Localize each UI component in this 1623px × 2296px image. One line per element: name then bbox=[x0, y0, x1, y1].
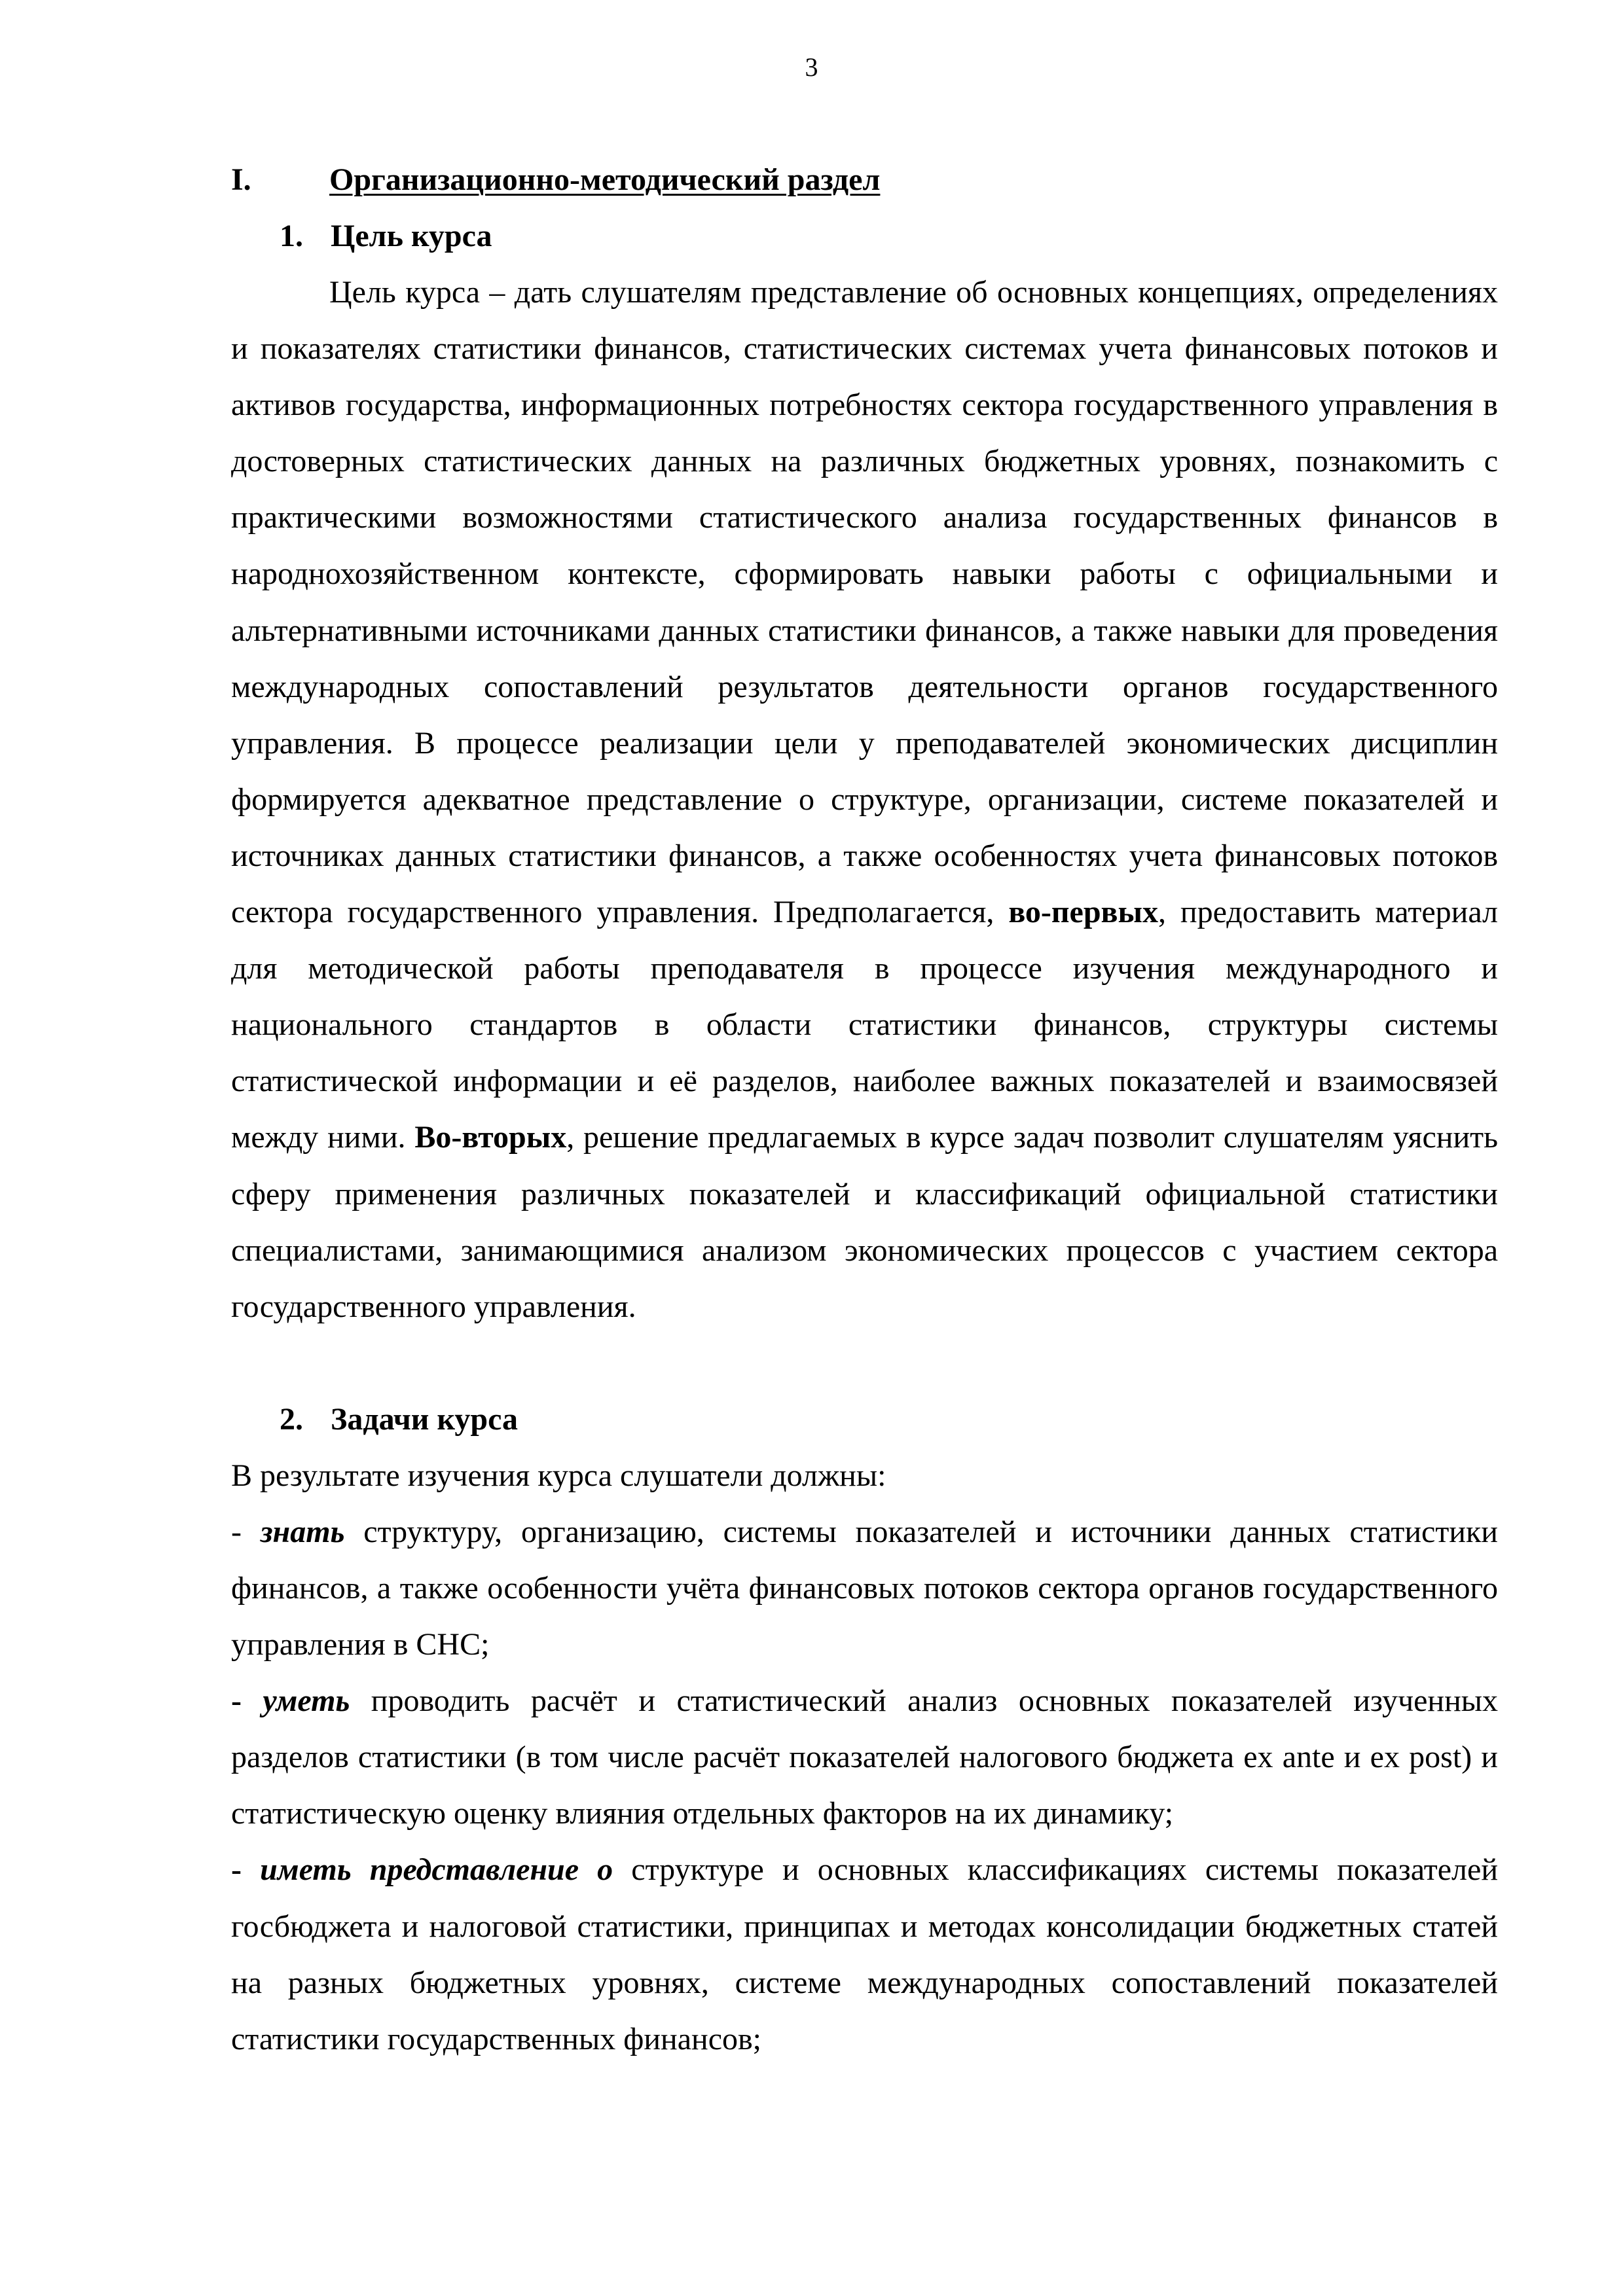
section-title: Организационно-методический раздел bbox=[329, 162, 881, 197]
document-body bbox=[231, 152, 1498, 2068]
goal-text-part3: , решение предлагаемых в курсе задач позволит слушателям уяснить сферу применения различных показателей и классификаций официальной статистики специалистами, занимающимися анализом экономических процессов с участием сектора государственного управления. bbox=[231, 1120, 1499, 1324]
task-item-can bbox=[231, 1673, 1498, 1842]
task-prefix: - bbox=[231, 1852, 261, 1888]
section-heading bbox=[231, 152, 1498, 208]
subsection-title: Цель курса bbox=[331, 219, 492, 253]
goal-text-part2: , предоставить материал для методической работы преподавателя в процессе изучения международного и национального стандартов в области статистики финансов, структуры системы статистической информации и её разделов, наиболее важных показателей и взаимосвязей между ними. bbox=[231, 895, 1498, 1155]
subsection-number: 1. bbox=[280, 219, 303, 253]
task-item-know bbox=[231, 1504, 1498, 1673]
task-text: структуру, организацию, системы показателей и источники данных статистики финансов, а также особенности учёта финансовых потоков сектора органов государственного управления в СНС; bbox=[231, 1514, 1498, 1662]
task-text: структуре и основных классификациях системы показателей госбюджета и налоговой статистики, принципах и методах консолидации бюджетных статей на разных бюджетных уровнях, системе международных сопоставлений показателей статистики государственных финансов; bbox=[231, 1852, 1499, 2056]
spacer bbox=[231, 1335, 1498, 1391]
subsection-number: 2. bbox=[280, 1401, 303, 1437]
tasks-intro: В результате изучения курса слушатели должны: bbox=[231, 1458, 886, 1493]
task-keyword: знать bbox=[260, 1514, 345, 1549]
subsection-title: Задачи курса bbox=[331, 1401, 518, 1437]
goal-text-part1: Цель курса – дать слушателям представление об основных концепциях, определениях и показателях статистики финансов, статистических системах учета финансовых потоков и активов государства, информационных потребностях сектора государственного управления в достоверных статистических данных на различных бюджетных уровнях, познакомить с практическими возможностями статистического анализа государственных финансов в народнохозяйственном контексте, сформировать навыки работы с официальными и альтернативными источниками данных статистики финансов, а также навыки для проведения международных сопоставлений результатов деятельности органов государственного управления. В процессе реализации цели у преподавателей экономических дисциплин формируется адекватное представление о структуре, организации, системе показателей и источниках данных статистики финансов, а также особенностях учета финансовых потоков сектора государственного управления. Предполагается, bbox=[231, 275, 1498, 930]
task-keyword: иметь представление о bbox=[260, 1852, 613, 1888]
task-item-understand bbox=[231, 1842, 1498, 2067]
page-number: 3 bbox=[805, 52, 818, 82]
goal-bold-firstly: во-первых bbox=[1008, 895, 1158, 930]
task-keyword: уметь bbox=[263, 1683, 350, 1719]
goal-paragraph bbox=[231, 264, 1498, 1335]
goal-bold-secondly: Во-вторых bbox=[414, 1120, 567, 1155]
section-number: I. bbox=[231, 162, 251, 197]
task-text: проводить расчёт и статистический анализ основных показателей изученных разделов статистики (в том числе расчёт показателей налогового бюджета ex ante и ex post) и статистическую оценку влияния отдельных факторов на их динамику; bbox=[231, 1683, 1499, 1831]
subsection-heading-tasks bbox=[231, 1391, 1498, 1448]
task-prefix: - bbox=[231, 1683, 263, 1719]
task-prefix: - bbox=[231, 1514, 261, 1549]
subsection-heading-goal bbox=[231, 208, 1498, 264]
